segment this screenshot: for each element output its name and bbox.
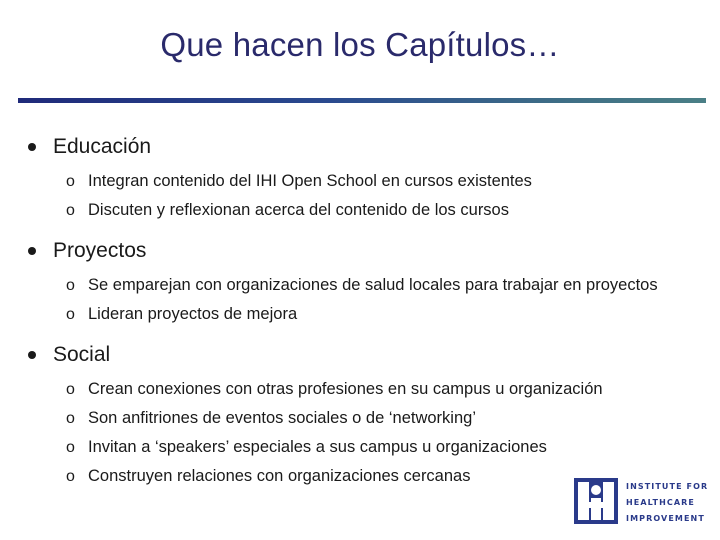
logo-line-2: HEALTHCARE <box>626 498 695 507</box>
logo-line-3: IMPROVEMENT <box>626 514 705 523</box>
section-label: Social <box>53 343 111 366</box>
list-item-text: Integran contenido del IHI Open School en cursos existentes <box>88 172 532 190</box>
hollow-bullet-icon: o <box>66 173 75 190</box>
hollow-bullet-icon: o <box>66 277 75 294</box>
hollow-bullet-icon: o <box>66 439 75 456</box>
list-item <box>26 200 678 220</box>
list-item <box>26 408 678 428</box>
list-item <box>26 275 678 295</box>
list-item <box>26 304 678 324</box>
hollow-bullet-icon: o <box>66 468 75 485</box>
ihi-logo <box>574 478 708 524</box>
title-divider <box>18 98 706 103</box>
section-heading-proyectos <box>26 236 706 266</box>
list-item <box>26 171 678 191</box>
bullet-icon <box>28 247 36 255</box>
section-heading-educacion <box>26 132 706 162</box>
list-item <box>26 379 678 399</box>
list-item-text: Se emparejan con organizaciones de salud locales para trabajar en proyectos <box>88 276 658 294</box>
list-item-text: Invitan a ‘speakers’ especiales a sus campus u organizaciones <box>88 438 547 456</box>
logo-wordmark <box>626 479 710 527</box>
hollow-bullet-icon: o <box>66 410 75 427</box>
hollow-bullet-icon: o <box>66 381 75 398</box>
list-item-text: Construyen relaciones con organizaciones cercanas <box>88 467 471 485</box>
hollow-bullet-icon: o <box>66 202 75 219</box>
list-item-text: Son anfitriones de eventos sociales o de ‘networking’ <box>88 409 476 427</box>
logo-line-1: INSTITUTE FOR <box>626 482 709 491</box>
section-heading-social <box>26 340 706 370</box>
list-item-text: Crean conexiones con otras profesiones en su campus u organización <box>88 380 603 398</box>
section-label: Educación <box>53 135 152 158</box>
bullet-icon <box>28 143 36 151</box>
section-label: Proyectos <box>53 239 147 262</box>
list-item-text: Lideran proyectos de mejora <box>88 305 298 323</box>
list-item-text: Discuten y reflexionan acerca del contenido de los cursos <box>88 201 509 219</box>
bullet-icon <box>28 351 36 359</box>
ihi-logo-mark-icon <box>574 478 618 524</box>
list-item <box>26 437 678 457</box>
slide-title: Que hacen los Capítulos… <box>160 26 560 63</box>
hollow-bullet-icon: o <box>66 306 75 323</box>
bullet-list <box>26 130 706 486</box>
